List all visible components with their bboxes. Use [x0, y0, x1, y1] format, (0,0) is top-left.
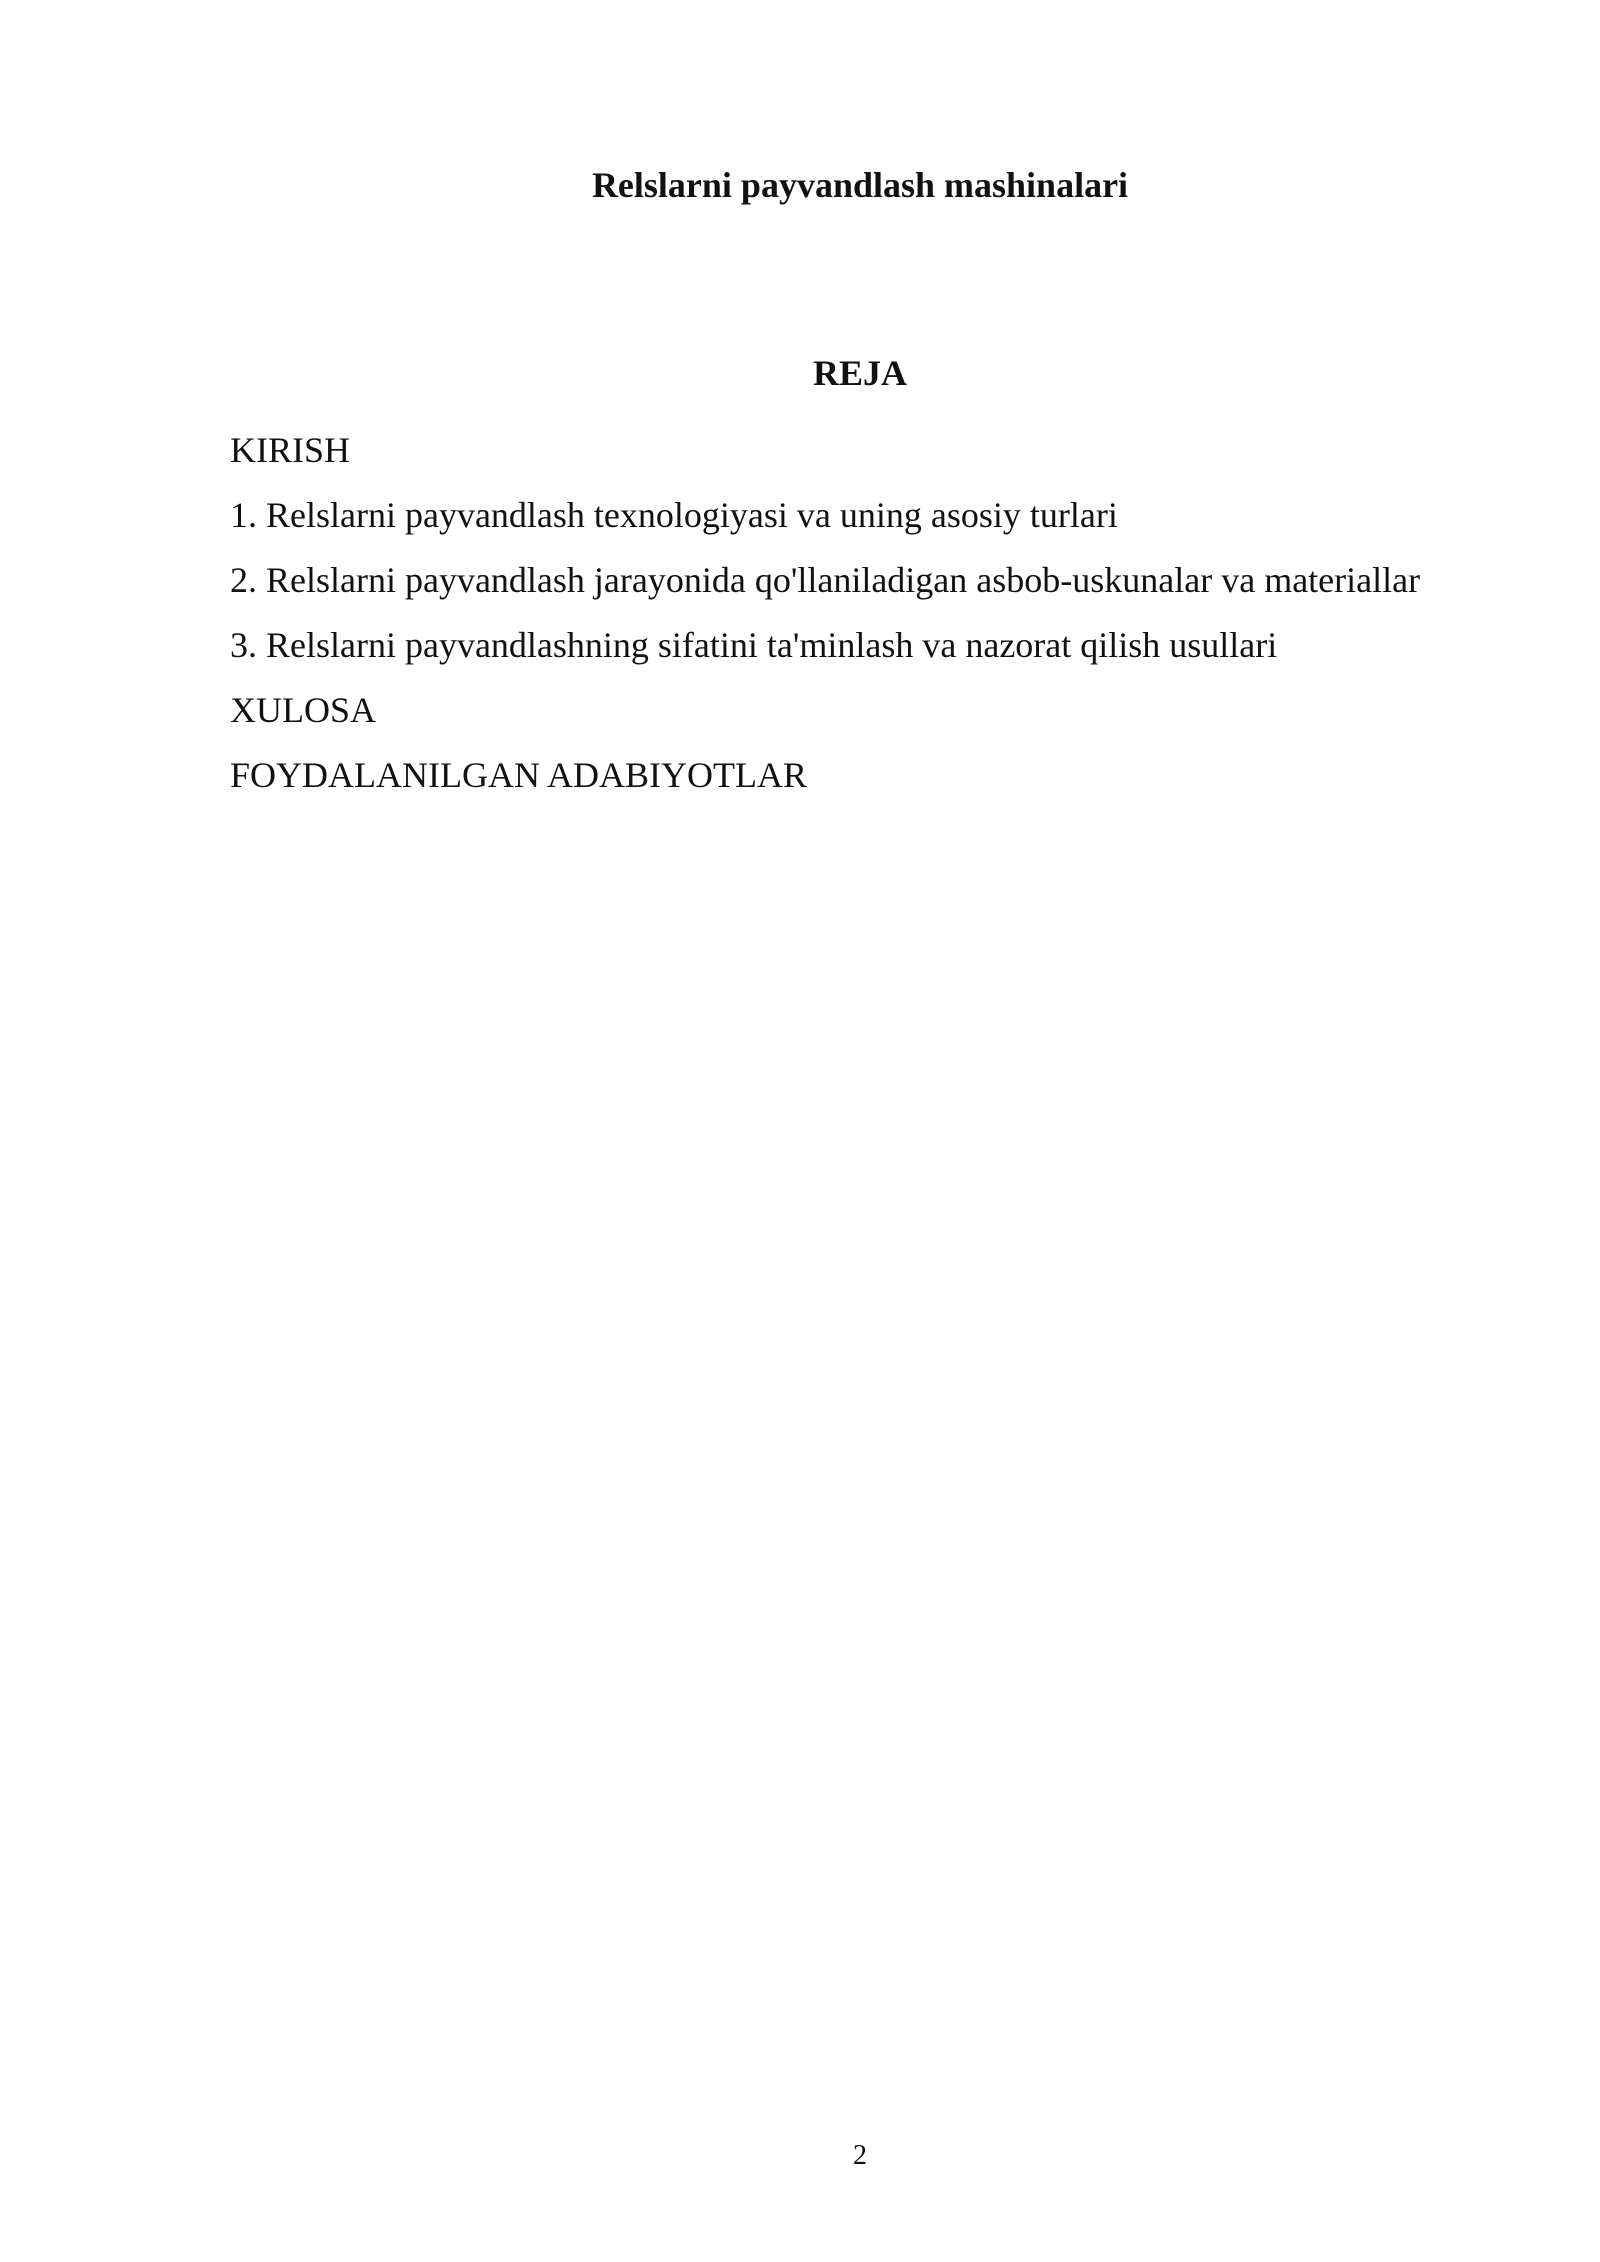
plan-item-1: 1. Relslarni payvandlash texnologiyasi va uning asosiy turlari [230, 495, 1118, 535]
plan-item-conclusion: XULOSA [230, 690, 377, 730]
page-title: Relslarni payvandlash mashinalari [591, 165, 1129, 205]
plan-list [230, 418, 1570, 808]
plan-item-references: FOYDALANILGAN ADABIYOTLAR [230, 755, 807, 795]
plan-item-introduction: KIRISH [230, 430, 351, 470]
plan-item-2: 2. Relslarni payvandlash jarayonida qo'llaniladigan asbob-uskunalar va materiallar [230, 560, 1421, 600]
page-number: 2 [853, 2140, 867, 2171]
plan-heading: REJA [812, 353, 907, 393]
plan-item-3: 3. Relslarni payvandlashning sifatini ta'minlash va nazorat qilish usullari [230, 625, 1278, 665]
